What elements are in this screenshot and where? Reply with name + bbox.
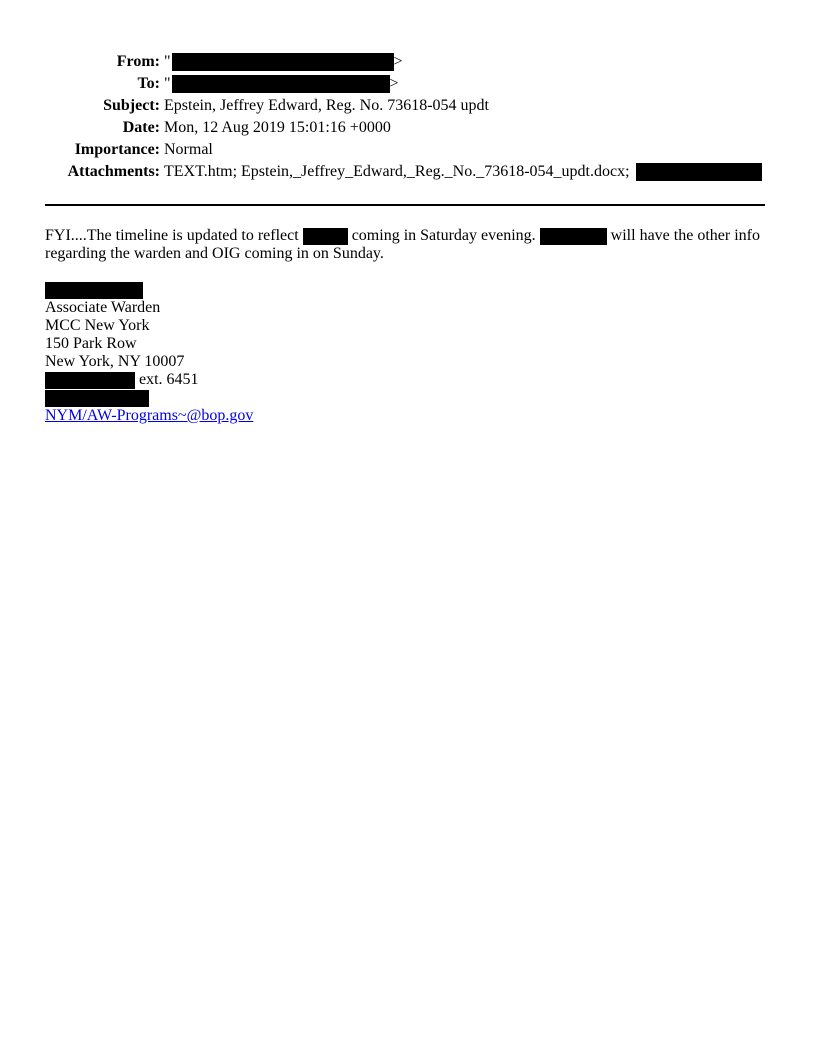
attachments-row [0, 161, 816, 183]
body-text-part3: will have the other info regarding the warden and OIG coming in on Sunday. [45, 227, 760, 262]
date-row [0, 117, 816, 139]
signature-email-row [45, 407, 253, 425]
attachments-value [164, 161, 762, 183]
importance-row [0, 139, 816, 161]
header-divider [45, 204, 765, 206]
redaction-box [45, 372, 135, 389]
redaction-box [172, 53, 394, 71]
from-value [164, 51, 403, 73]
subject-row [0, 95, 816, 117]
signature-org: MCC New York [45, 317, 150, 334]
message-body [45, 227, 770, 263]
attachments-list[interactable]: TEXT.htm; Epstein,_Jeffrey_Edward,_Reg._No._73618-054_updt.docx; [164, 163, 630, 180]
to-suffix: > [389, 75, 399, 92]
signature-fax-row [45, 389, 253, 407]
from-row [0, 51, 816, 73]
redaction-box [172, 75, 390, 93]
attachments-label: Attachments: [67, 163, 160, 180]
date-label: Date: [122, 119, 160, 136]
redaction-box [540, 228, 607, 245]
signature-phone-row [45, 371, 253, 389]
redaction-box [45, 390, 149, 407]
to-row [0, 73, 816, 95]
importance-value: Normal [164, 141, 213, 158]
redaction-box [303, 228, 348, 245]
signature-street: 150 Park Row [45, 335, 137, 352]
from-suffix: > [393, 53, 403, 70]
subject-label: Subject: [103, 97, 160, 114]
to-label: To: [137, 75, 160, 92]
from-prefix: " [164, 53, 171, 70]
redaction-box [636, 163, 762, 181]
from-label: From: [116, 53, 160, 70]
date-value: Mon, 12 Aug 2019 15:01:16 +0000 [164, 119, 391, 136]
email-link[interactable]: NYM/AW-Programs~@bop.gov [45, 407, 254, 424]
redaction-box [45, 282, 143, 299]
body-text-part2: coming in Saturday evening. [351, 227, 536, 244]
signature-city: New York, NY 10007 [45, 353, 185, 370]
subject-value: Epstein, Jeffrey Edward, Reg. No. 73618-054 updt [164, 97, 489, 114]
signature-block [45, 281, 253, 425]
signature-ext: ext. 6451 [139, 371, 199, 388]
to-value [164, 73, 399, 95]
signature-title: Associate Warden [45, 299, 161, 316]
importance-label: Importance: [74, 141, 160, 158]
to-prefix: " [164, 75, 171, 92]
signature-name-row [45, 281, 253, 299]
body-text-part1: FYI....The timeline is updated to reflect [45, 227, 299, 244]
